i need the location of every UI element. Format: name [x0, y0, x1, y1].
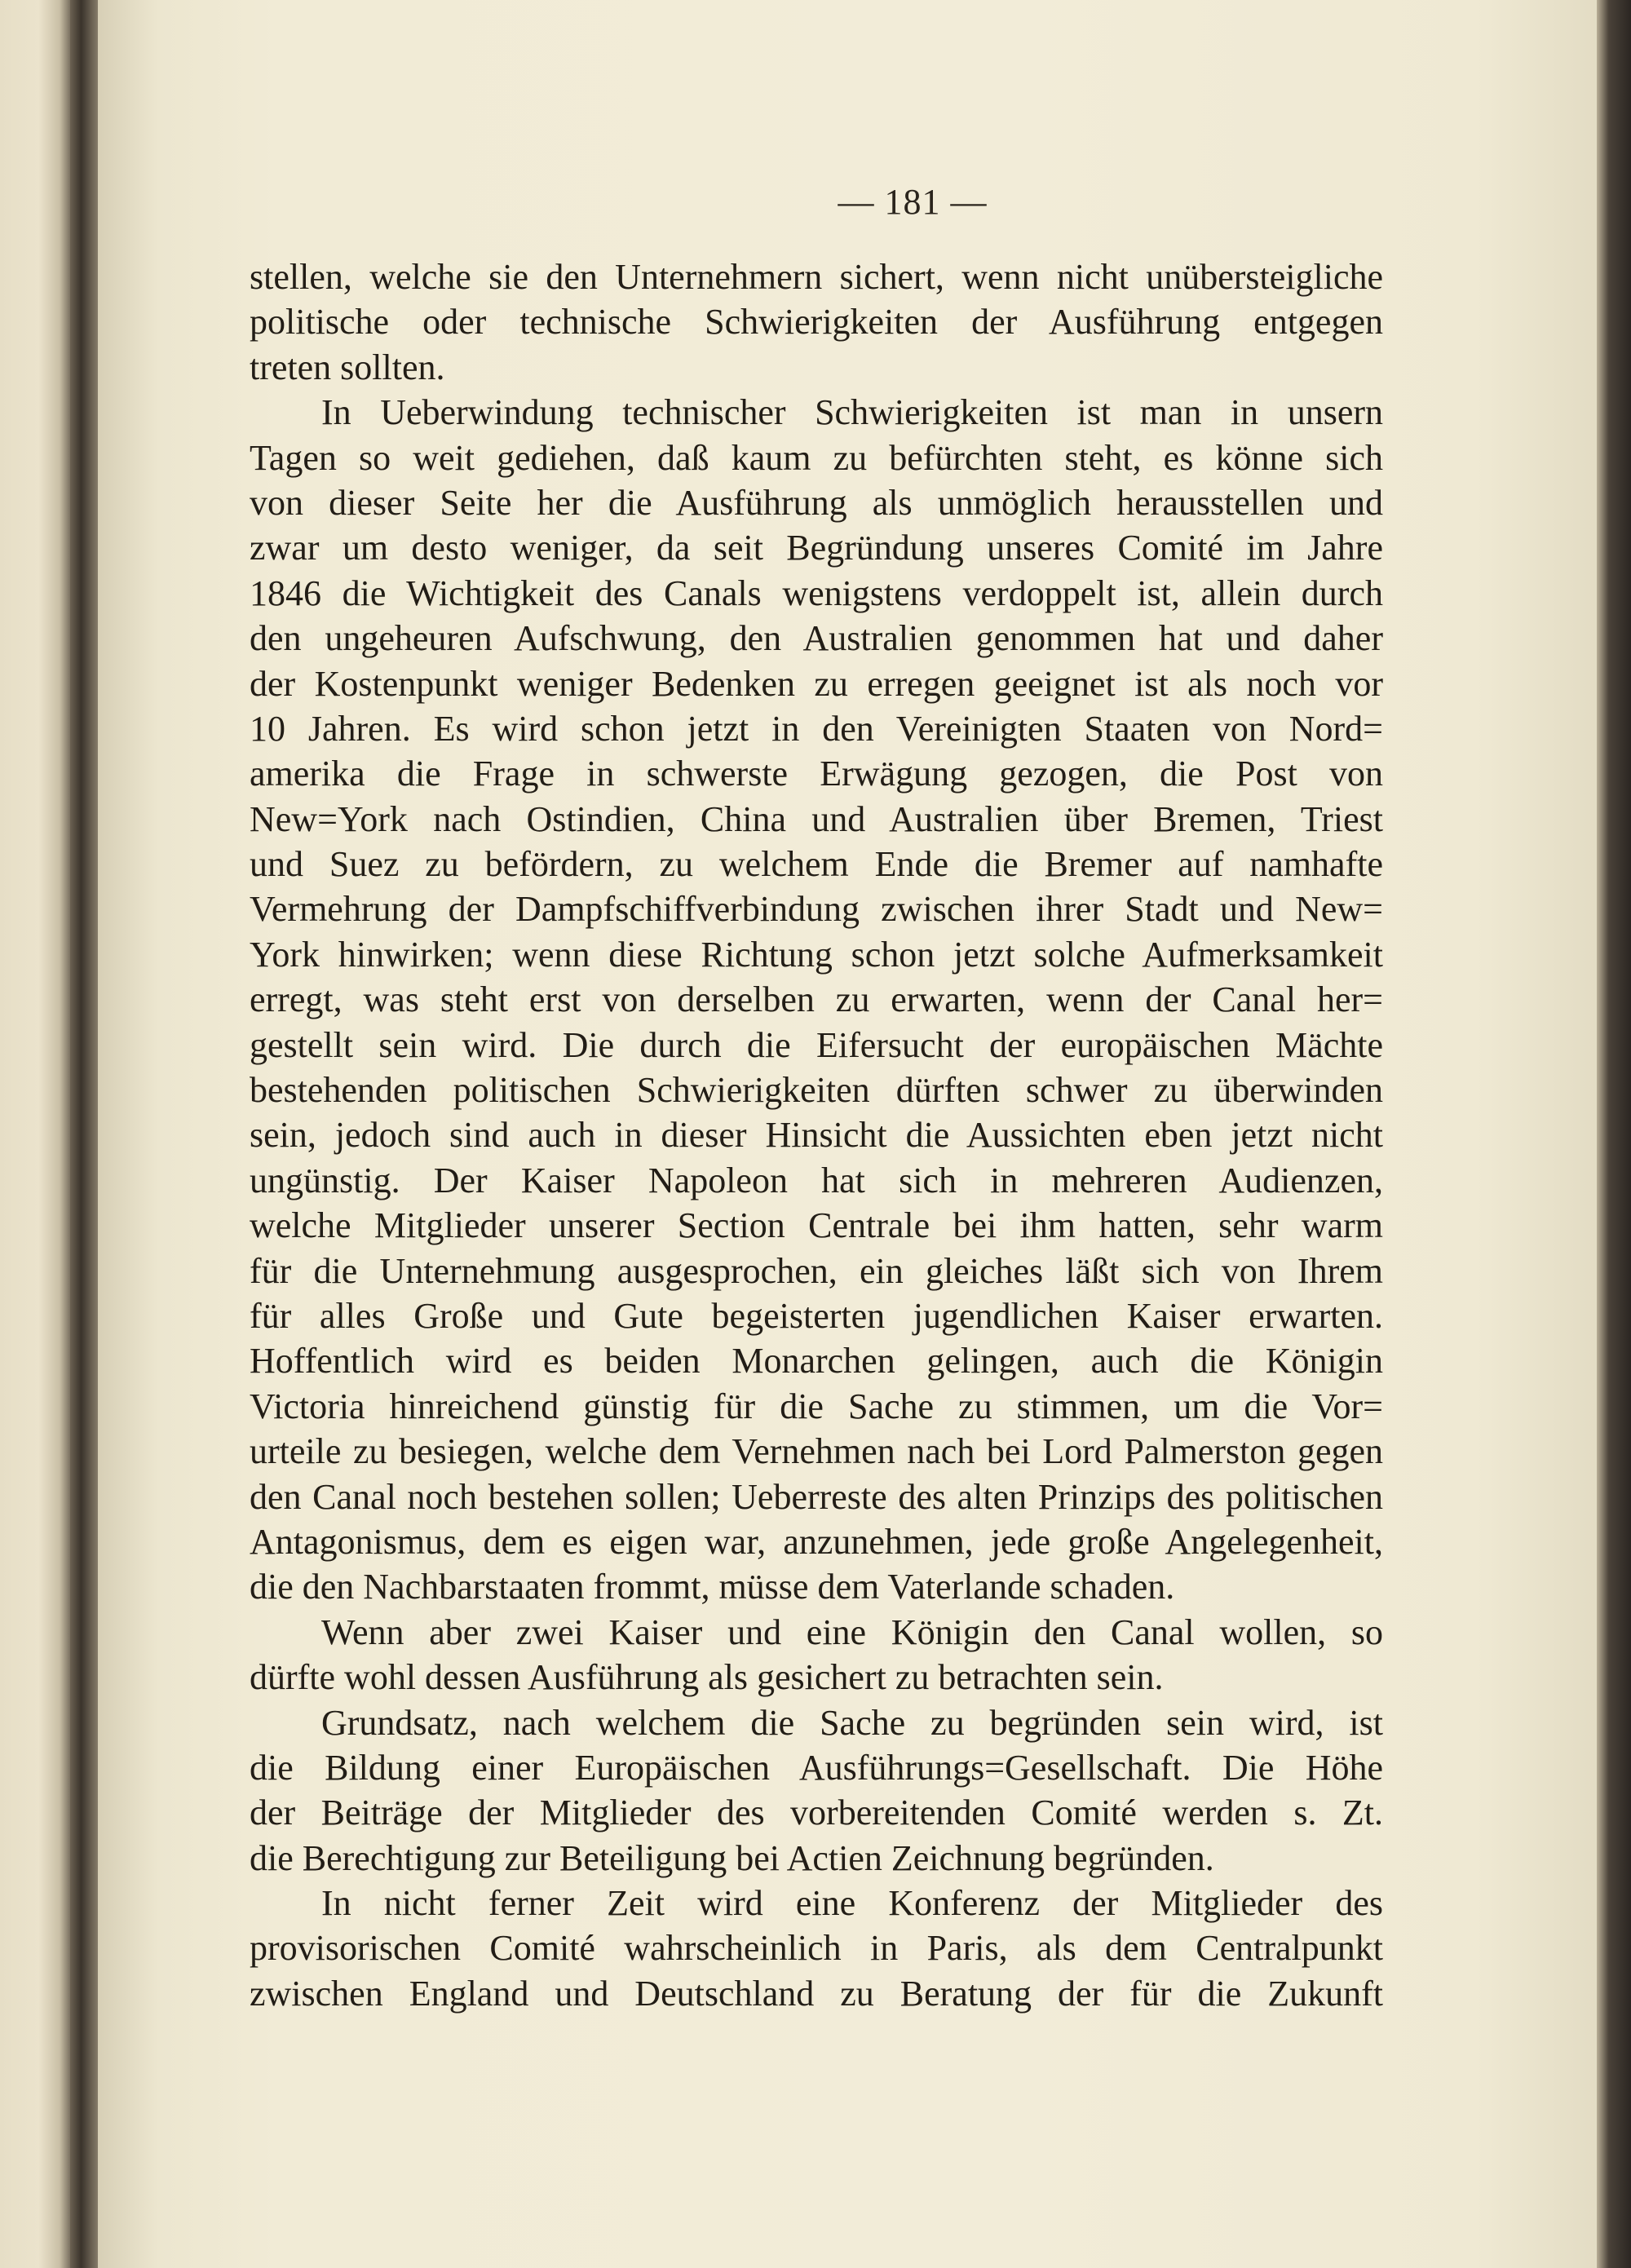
text-line: die Bildung einer Europäischen Ausführungs=Gesellschaft. Die Höhe — [250, 1747, 1383, 1788]
text-line: In nicht ferner Zeit wird eine Konferenz der Mitglieder des — [321, 1883, 1383, 1924]
text-line: welche Mitglieder unserer Section Centrale bei ihm hatten, sehr warm — [250, 1205, 1383, 1246]
text-line: amerika die Frage in schwerste Erwägung gezogen, die Post von — [250, 754, 1383, 794]
book-page — [98, 0, 1597, 2268]
text-line: dürfte wohl dessen Ausführung als gesichert zu betrachten sein. — [250, 1657, 1164, 1698]
text-line: von dieser Seite her die Ausführung als unmöglich herausstellen und — [250, 482, 1383, 523]
text-line: die Berechtigung zur Beteiligung bei Actien Zeichnung begründen. — [250, 1837, 1214, 1878]
text-line: Hoffentlich wird es beiden Monarchen gelingen, auch die Königin — [250, 1341, 1383, 1382]
text-line: erregt, was steht erst von derselben zu erwarten, wenn der Canal her= — [250, 979, 1383, 1020]
text-line: Tagen so weit gediehen, daß kaum zu befürchten steht, es könne sich — [250, 437, 1383, 478]
text-line: Victoria hinreichend günstig für die Sache zu stimmen, um die Vor= — [250, 1386, 1383, 1426]
text-line: provisorischen Comité wahrscheinlich in Paris, als dem Centralpunkt — [250, 1928, 1383, 1969]
text-line: für alles Große und Gute begeisterten jugendlichen Kaiser erwarten. — [250, 1295, 1383, 1336]
page-number: — 181 — — [838, 182, 988, 222]
text-line: den ungeheuren Aufschwung, den Australien genommen hat und daher — [250, 618, 1383, 659]
text-line: treten sollten. — [250, 347, 445, 387]
text-line: politische oder technische Schwierigkeiten der Ausführung entgegen — [250, 302, 1383, 343]
text-line: zwar um desto weniger, da seit Begründung unseres Comité im Jahre — [250, 528, 1383, 568]
text-line: 10 Jahren. Es wird schon jetzt in den Vereinigten Staaten von Nord= — [250, 708, 1383, 749]
text-line: für die Unternehmung ausgesprochen, ein gleiches läßt sich von Ihrem — [250, 1250, 1383, 1291]
text-line: York hinwirken; wenn diese Richtung schon jetzt solche Aufmerksamkeit — [250, 934, 1383, 975]
page-text-body — [250, 254, 1383, 2016]
text-line: Wenn aber zwei Kaiser und eine Königin den Canal wollen, so — [321, 1611, 1383, 1652]
text-line: urteile zu besiegen, welche dem Vernehmen nach bei Lord Palmerston gegen — [250, 1431, 1383, 1472]
text-line: stellen, welche sie den Unternehmern sichert, wenn nicht unübersteigliche — [250, 257, 1383, 297]
previous-page-edge — [0, 0, 70, 2268]
text-line: und Suez zu befördern, zu welchem Ende die Bremer auf namhafte — [250, 844, 1383, 885]
text-line: Vermehrung der Dampfschiffverbindung zwischen ihrer Stadt und New= — [250, 889, 1383, 930]
text-line: der Kostenpunkt weniger Bedenken zu erregen geeignet ist als noch vor — [250, 663, 1383, 704]
text-line: bestehenden politischen Schwierigkeiten dürften schwer zu überwinden — [250, 1070, 1383, 1111]
text-line: sein, jedoch sind auch in dieser Hinsicht die Aussichten eben jetzt nicht — [250, 1115, 1383, 1156]
text-line: ungünstig. Der Kaiser Napoleon hat sich in mehreren Audienzen, — [250, 1160, 1383, 1200]
book-gutter — [70, 0, 98, 2268]
text-line: New=York nach Ostindien, China und Australien über Bremen, Triest — [250, 798, 1383, 839]
text-line: die den Nachbarstaaten frommt, müsse dem Vaterlande schaden. — [250, 1567, 1175, 1607]
text-line: In Ueberwindung technischer Schwierigkeiten ist man in unsern — [321, 392, 1383, 433]
page-right-edge — [1597, 0, 1631, 2268]
text-line: zwischen England und Deutschland zu Beratung der für die Zukunft — [250, 1973, 1383, 2014]
text-line: gestellt sein wird. Die durch die Eifersucht der europäischen Mächte — [250, 1024, 1383, 1065]
text-line: Antagonismus, dem es eigen war, anzunehmen, jede große Angelegenheit, — [250, 1521, 1383, 1562]
text-line: den Canal noch bestehen sollen; Ueberreste des alten Prinzips des politischen — [250, 1476, 1383, 1517]
text-line: Grundsatz, nach welchem die Sache zu begründen sein wird, ist — [321, 1702, 1383, 1743]
text-line: der Beiträge der Mitglieder des vorbereitenden Comité werden s. Zt. — [250, 1793, 1383, 1833]
text-line: 1846 die Wichtigkeit des Canals wenigstens verdoppelt ist, allein durch — [250, 573, 1383, 613]
